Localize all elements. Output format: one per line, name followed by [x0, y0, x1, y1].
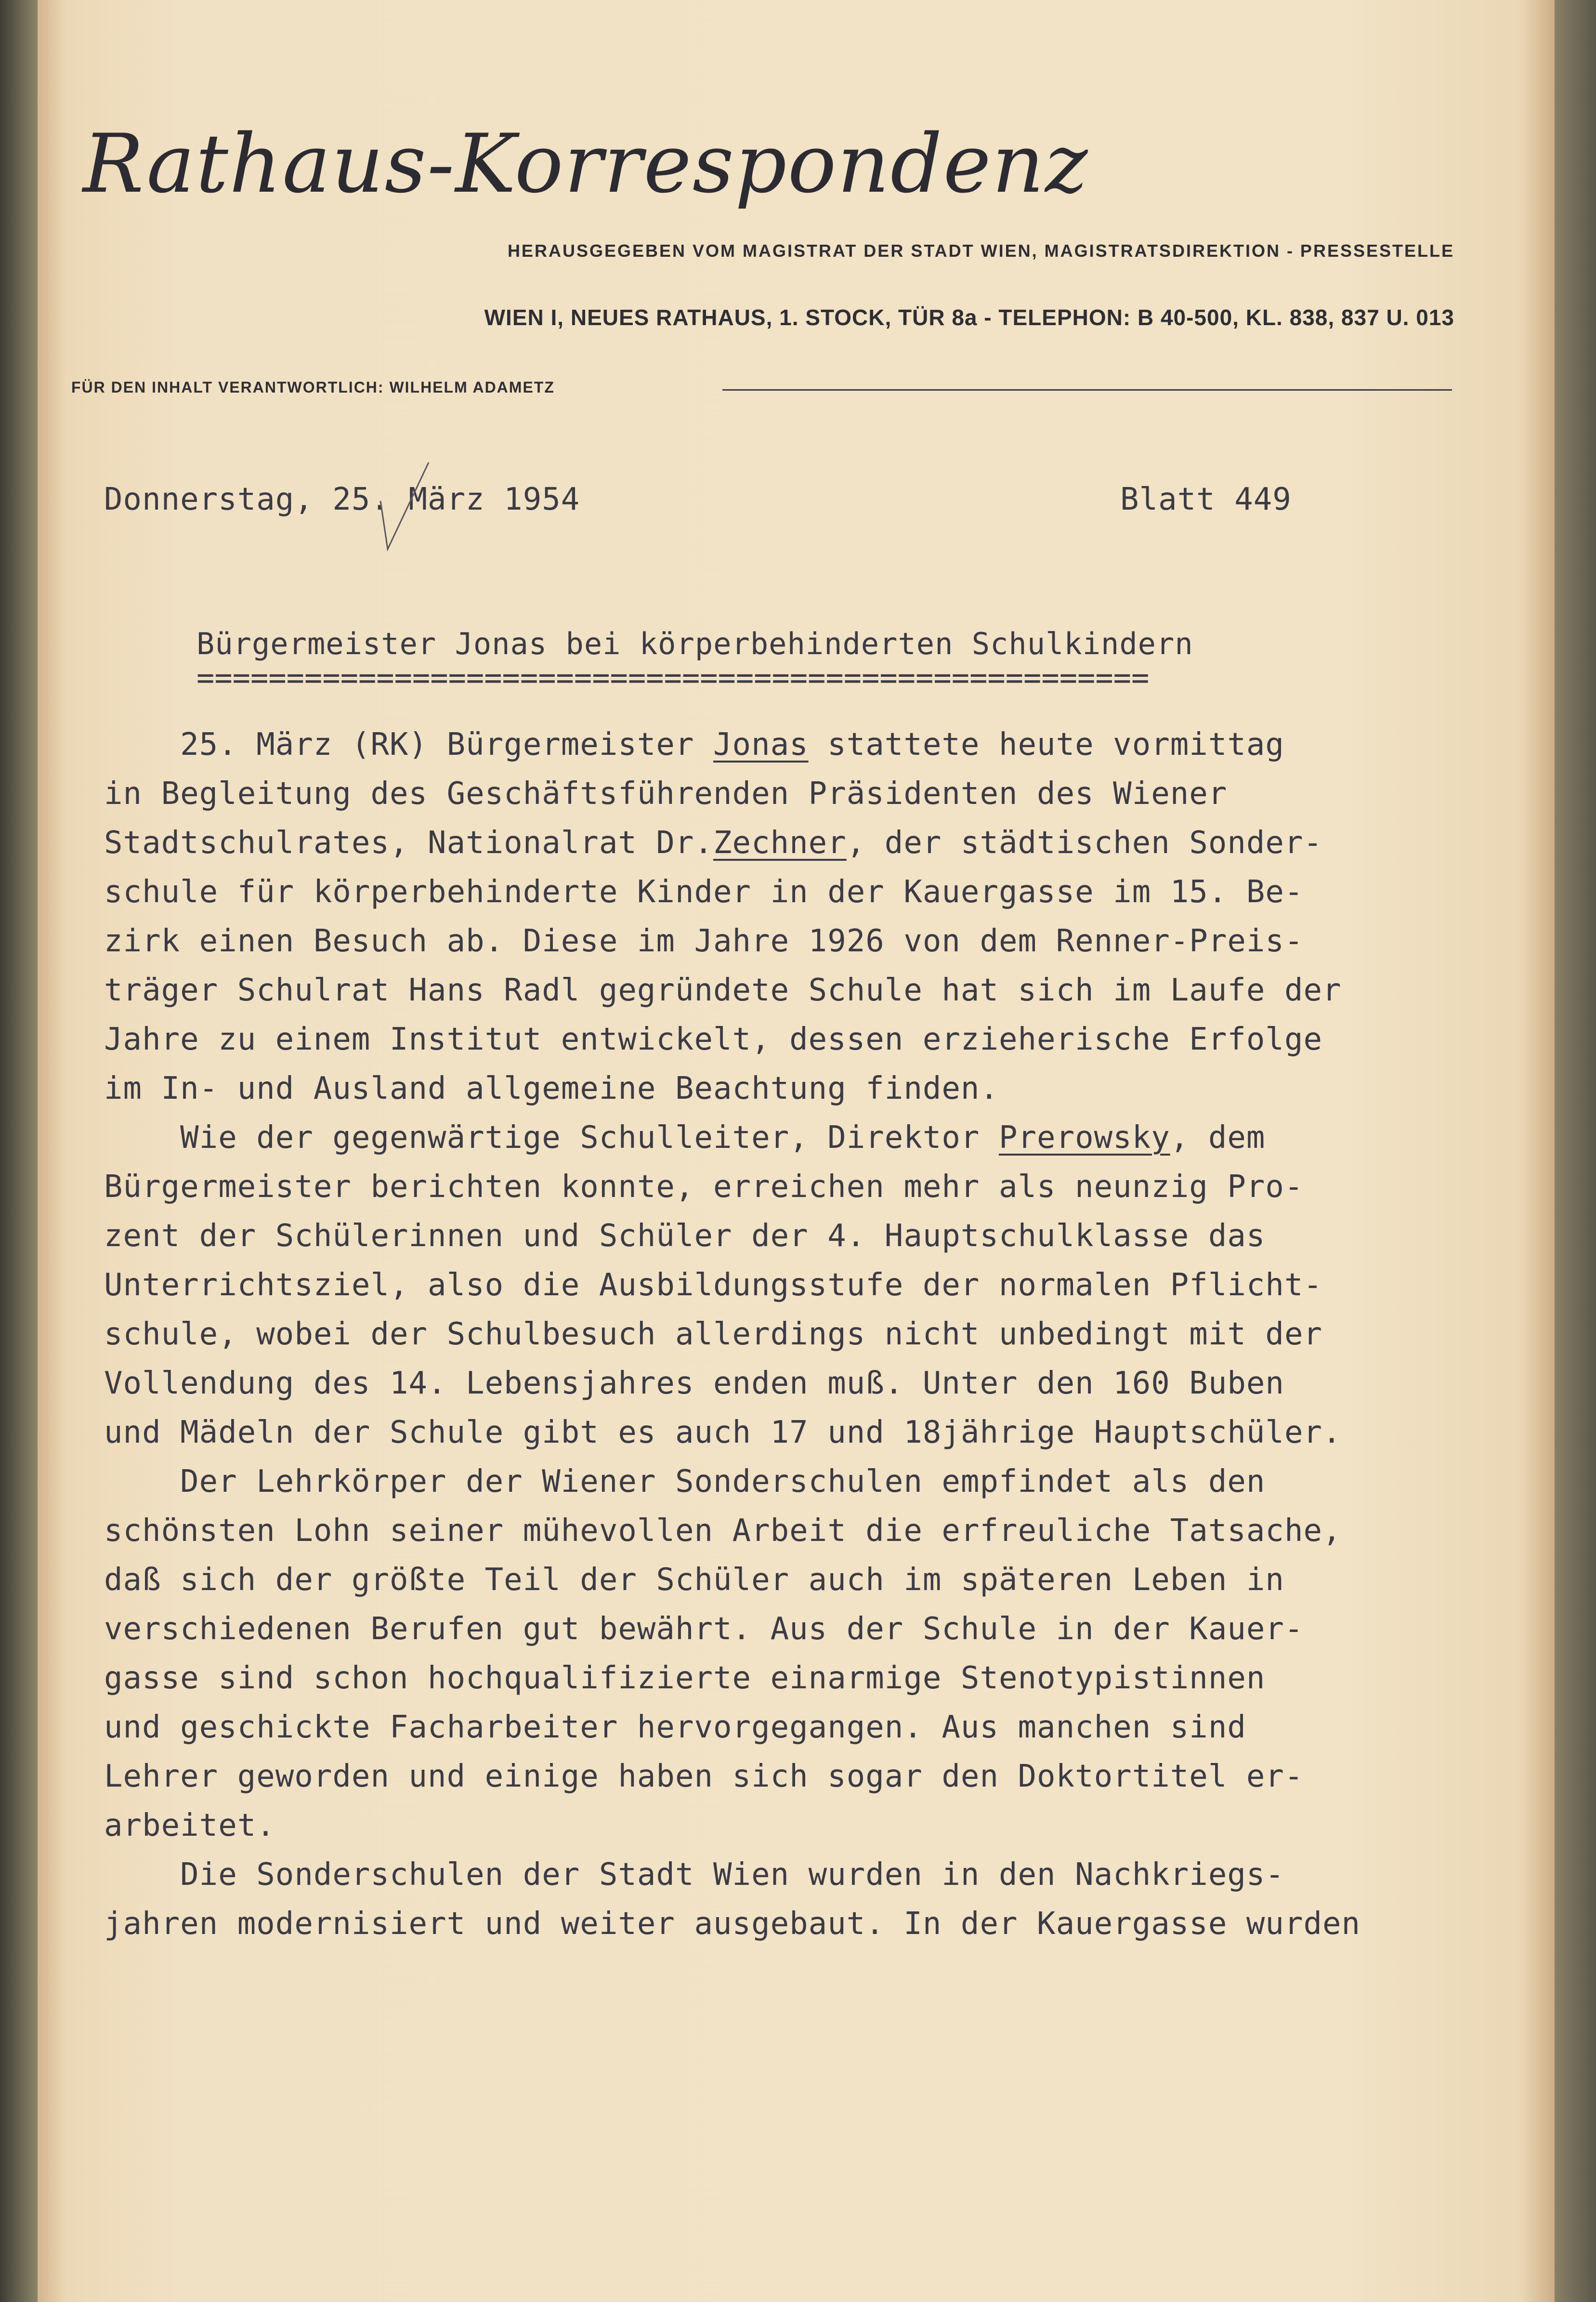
sheet-number: Blatt 449	[1120, 482, 1292, 517]
header-rule	[722, 389, 1452, 391]
page-edge	[1555, 0, 1596, 2302]
pencil-check-mark	[376, 458, 433, 554]
body-line: im In- und Ausland allgemeine Beachtung finden.	[104, 1071, 999, 1106]
body-line: jahren modernisiert und weiter ausgebaut. In der Kauergasse wurden	[104, 1906, 1361, 1942]
publisher-line: HERAUSGEGEBEN VOM MAGISTRAT DER STADT WIEN, MAGISTRATSDIREKTION - PRESSESTELLE	[507, 241, 1454, 261]
body-line: träger Schulrat Hans Radl gegründete Schule hat sich im Laufe der	[104, 973, 1342, 1008]
article-headline: Bürgermeister Jonas bei körperbehinderten Schulkindern	[196, 626, 1193, 661]
body-line: arbeitet.	[104, 1808, 275, 1843]
body-line: verschiedenen Berufen gut bewährt. Aus der Schule in der Kauer-	[104, 1611, 1304, 1647]
body-line: schule für körperbehinderte Kinder in der Kauergasse im 15. Be-	[104, 874, 1304, 910]
book-binding	[0, 0, 38, 2302]
body-line: schule, wobei der Schulbesuch allerdings nicht unbedingt mit der	[104, 1316, 1322, 1352]
address-line: WIEN I, NEUES RATHAUS, 1. STOCK, TÜR 8a - TELEPHON: B 40-500, KL. 838, 837 U. 013	[484, 305, 1454, 330]
body-line: Der Lehrkörper der Wiener Sonderschulen empfindet als den	[104, 1464, 1266, 1500]
body-line: zent der Schülerinnen und Schüler der 4. Hauptschulklasse das	[104, 1218, 1266, 1254]
body-line: Unterrichtsziel, also die Ausbildungsstufe der normalen Pflicht-	[104, 1267, 1322, 1303]
underlined-name: Jonas	[713, 727, 809, 763]
body-line: und Mädeln der Schule gibt es auch 17 und 18jährige Hauptschüler.	[104, 1415, 1342, 1450]
body-line: Vollendung des 14. Lebensjahres enden muß. Unter den 160 Buben	[104, 1366, 1284, 1401]
body-line: 25. März (RK) Bürgermeister Jonas stattete heute vormittag	[104, 727, 1284, 763]
underlined-name: Prerowsky	[998, 1120, 1170, 1156]
body-line: gasse sind schon hochqualifizierte einarmige Stenotypistinnen	[104, 1660, 1266, 1696]
body-line: Wie der gegenwärtige Schulleiter, Direktor Prerowsky, dem	[104, 1120, 1266, 1156]
body-line: zirk einen Besuch ab. Diese im Jahre 1926 von dem Renner-Preis-	[104, 923, 1304, 959]
headline-double-rule: =====================================================	[196, 660, 1150, 695]
underlined-name: Zechner	[713, 825, 847, 861]
body-line: in Begleitung des Geschäftsführenden Präsidenten des Wiener	[104, 776, 1228, 812]
body-line: Lehrer geworden und einige haben sich sogar den Doktortitel er-	[104, 1759, 1304, 1794]
body-line: Stadtschulrates, Nationalrat Dr.Zechner, der städtischen Sonder-	[104, 825, 1322, 861]
date-line: Donnerstag, 25. März 1954	[104, 482, 580, 517]
masthead-title: Rathaus-Korrespondenz	[83, 117, 1089, 211]
responsible-line: FÜR DEN INHALT VERANTWORTLICH: WILHELM ADAMETZ	[71, 379, 555, 396]
body-line: daß sich der größte Teil der Schüler auch im späteren Leben in	[104, 1562, 1284, 1598]
article-body	[104, 720, 1452, 1948]
body-line: Jahre zu einem Institut entwickelt, dessen erzieherische Erfolge	[104, 1022, 1322, 1057]
body-line: Bürgermeister berichten konnte, erreichen mehr als neunzig Pro-	[104, 1169, 1304, 1205]
body-line: schönsten Lohn seiner mühevollen Arbeit die erfreuliche Tatsache,	[104, 1513, 1342, 1549]
body-line: Die Sonderschulen der Stadt Wien wurden in den Nachkriegs-	[104, 1857, 1284, 1893]
body-line: und geschickte Facharbeiter hervorgegangen. Aus manchen sind	[104, 1710, 1246, 1745]
